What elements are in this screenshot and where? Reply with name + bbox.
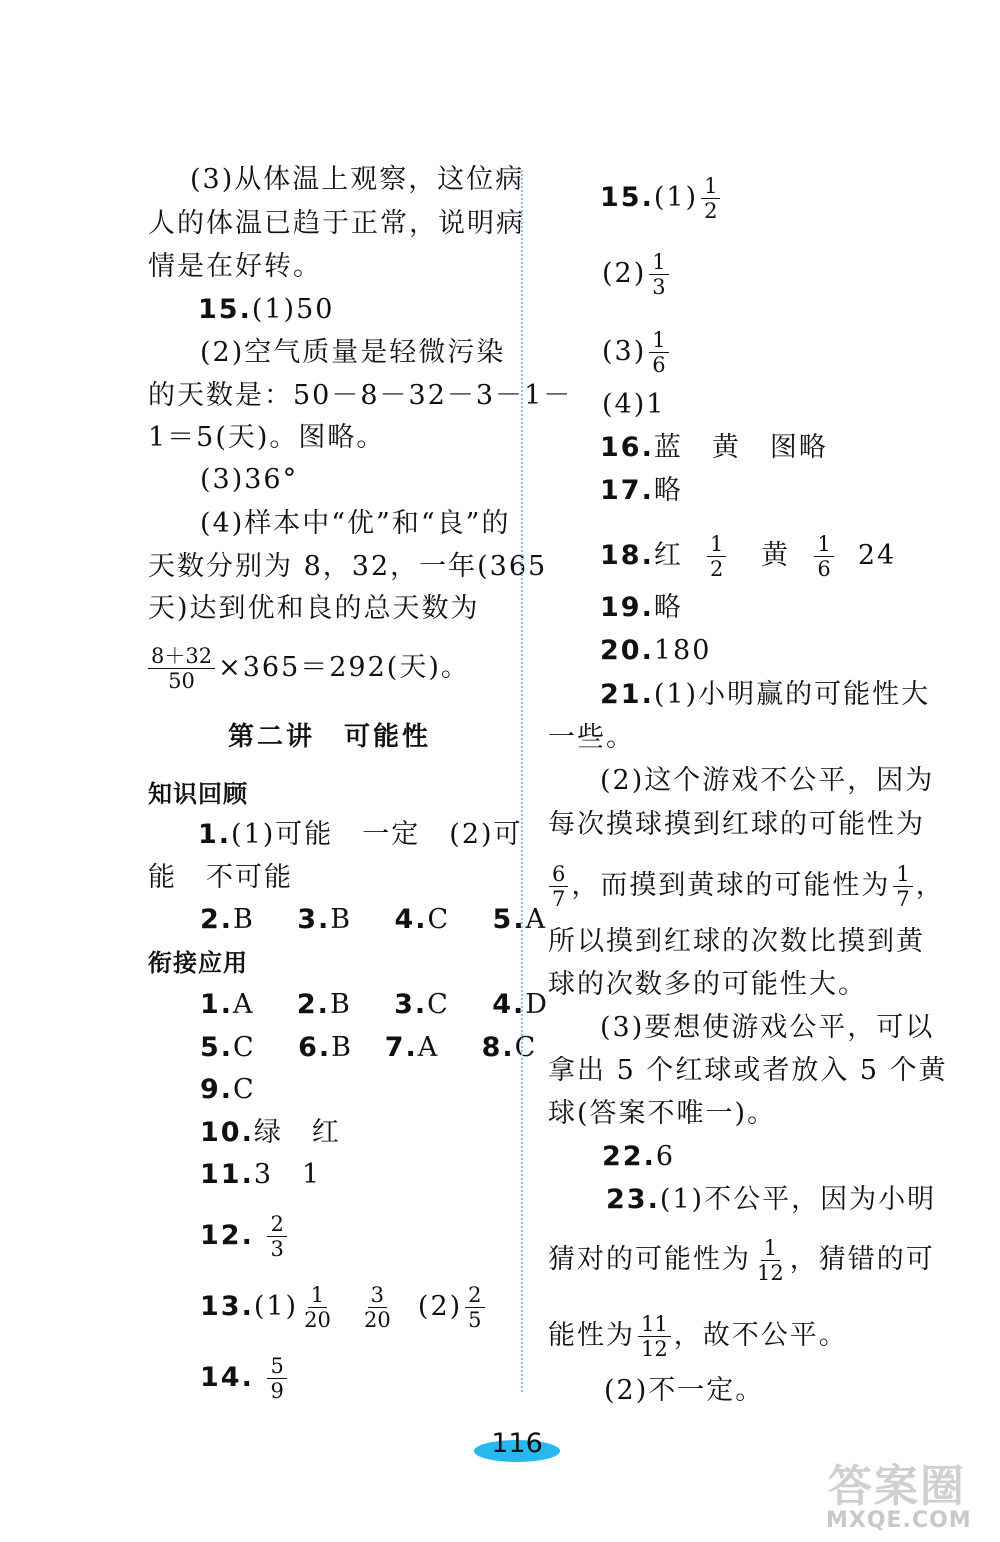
page-number: 116	[491, 1428, 543, 1459]
answer-15: 15.(1) $\frac{1}{2}$	[600, 174, 723, 223]
fraction: $\frac{1}{20}$	[304, 1283, 331, 1332]
fraction: $\frac{11}{12}$	[638, 1312, 671, 1361]
answer-22: 22.6	[602, 1141, 676, 1172]
section-heading: 知识回顾	[148, 780, 248, 808]
answer-13: 13.(1) $\frac{1}{20}$ $\frac{3}{20}$ (2) $\frac{2}{5}$	[200, 1283, 488, 1332]
text-line: (2)不一定。	[604, 1375, 765, 1406]
fraction: $\frac{6}{7}$	[549, 862, 568, 911]
answer-line: (2) $\frac{1}{3}$	[602, 250, 672, 299]
text-line: 人的体温已趋于正常，说明病	[148, 208, 525, 239]
answer-12: 12. $\frac{2}{3}$	[200, 1212, 290, 1261]
text-line: (2)空气质量是轻微污染	[200, 337, 506, 368]
text-line: 所以摸到红球的次数比摸到黄	[548, 926, 925, 957]
answer-17: 17.略	[600, 475, 683, 506]
watermark-site: MXQE.COM	[826, 1508, 972, 1533]
fraction-line: 能性为 $\frac{11}{12}$ ，故不公平。	[548, 1312, 848, 1361]
watermark	[820, 1450, 995, 1540]
answer-10: 10.绿 红	[200, 1117, 341, 1148]
fraction: $\frac{1}{7}$	[893, 862, 912, 911]
fraction: $\frac{5}{9}$	[267, 1354, 286, 1403]
fraction-line: $\frac{6}{7}$ ，而摸到黄球的可能性为 $\frac{1}{7}$ ，	[546, 862, 945, 911]
answer-16: 16.蓝 黄 图略	[600, 432, 828, 463]
text-line: 能 不可能	[148, 862, 293, 893]
answer-11: 11.3 1	[200, 1159, 322, 1190]
answer-21: 21.(1)小明赢的可能性大	[600, 679, 931, 710]
text-line: 情是在好转。	[148, 251, 322, 282]
fraction: $\frac{1}{12}$	[757, 1236, 784, 1285]
fraction: $\frac{1}{3}$	[649, 250, 668, 299]
text-line: 一些。	[548, 722, 635, 753]
text-line: 天)达到优和良的总天数为	[148, 593, 480, 624]
fraction: $\frac{2}{3}$	[267, 1212, 286, 1261]
answer-18: 18.红 $\frac{1}{2}$ 黄 $\frac{1}{6}$ 24	[600, 532, 897, 581]
fraction: $\frac{1}{6}$	[814, 532, 833, 581]
section-heading: 衔接应用	[148, 949, 248, 977]
text-line: 球的次数多的可能性大。	[548, 969, 867, 1000]
question-number: 15.	[198, 294, 252, 325]
answer-row: 5.C 6.B 7.A 8.C	[200, 1032, 538, 1063]
answer-line: (4)1	[602, 389, 666, 420]
answer-row: 1.A 2.B 3.C 4.D	[200, 989, 549, 1020]
fraction: $\frac{8+32}{50}$	[148, 644, 215, 693]
fraction: $\frac{2}{5}$	[465, 1283, 484, 1332]
column-divider	[521, 170, 523, 1392]
fraction: $\frac{3}{20}$	[364, 1283, 391, 1332]
text-line: (3)36°	[200, 464, 299, 495]
answer-23: 23.(1)不公平，因为小明	[606, 1184, 937, 1215]
answer-1: 1.(1)可能 一定 (2)可	[198, 819, 523, 850]
text-line: (2)这个游戏不公平，因为	[600, 765, 935, 796]
fraction-equation: $\frac{8+32}{50}$ ×365＝292(天)。	[145, 644, 470, 693]
text-line: 1＝5(天)。图略。	[148, 422, 386, 453]
fraction: $\frac{1}{2}$	[701, 174, 720, 223]
section-title: 第二讲 可能性	[228, 722, 432, 752]
text-line: 拿出 5 个红球或者放入 5 个黄	[548, 1055, 948, 1086]
fraction-line: 猜对的可能性为 $\frac{1}{12}$ ，猜错的可	[548, 1236, 935, 1285]
text-line: (3)要想使游戏公平，可以	[600, 1012, 935, 1043]
answer-row: 2.B 3.B 4.C 5.A	[200, 904, 548, 935]
answer-text: (1)50	[251, 294, 335, 325]
watermark-logo: 答案圈	[828, 1461, 966, 1512]
answer-14: 14. $\frac{5}{9}$	[200, 1354, 290, 1403]
answer-20: 20.180	[600, 635, 712, 666]
text-line: 天数分别为 8，32，一年(365	[148, 551, 548, 582]
fraction: $\frac{1}{6}$	[649, 328, 668, 377]
fraction: $\frac{1}{2}$	[707, 532, 726, 581]
answer-15	[198, 293, 334, 327]
text-line: 的天数是：50－8－32－3－1－	[148, 380, 573, 411]
answer-9: 9.C	[200, 1074, 256, 1105]
text-line: 球(答案不唯一)。	[548, 1098, 777, 1129]
text-line: (3)从体温上观察，这位病	[190, 164, 525, 195]
page-number-badge	[470, 1428, 564, 1464]
answer-line: (3) $\frac{1}{6}$	[602, 328, 672, 377]
answer-19: 19.略	[600, 592, 683, 623]
text-line: 每次摸球摸到红球的可能性为	[548, 809, 925, 840]
text-line: (4)样本中“优”和“良”的	[200, 508, 511, 539]
